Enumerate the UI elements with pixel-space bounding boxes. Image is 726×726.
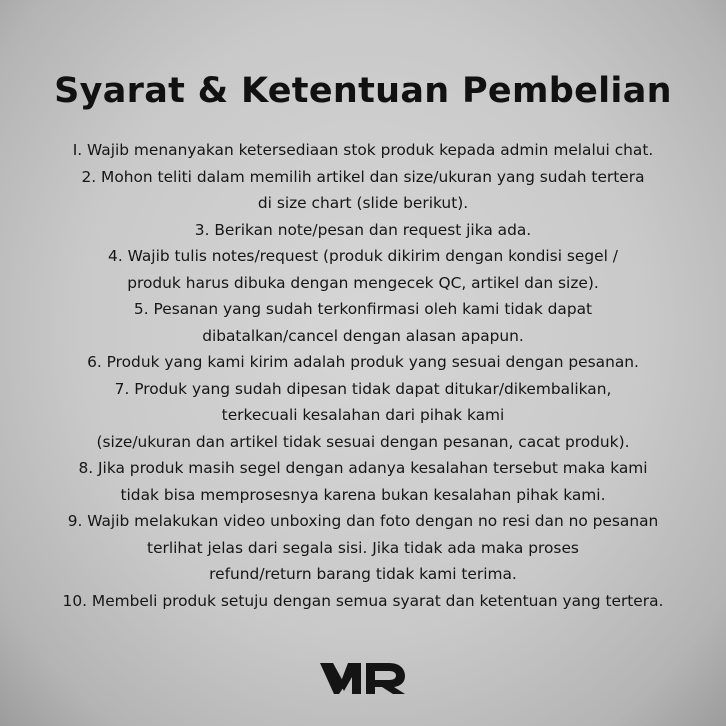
brand-logo-icon (319, 660, 409, 694)
term-line: 10. Membeli produk setuju dengan semua syarat dan ketentuan yang tertera. (62, 591, 664, 610)
term-line: di size chart (slide berikut). (257, 194, 469, 212)
term-line: 3. Berikan note/pesan dan request jika ada. (194, 220, 532, 239)
term-line: terlihat jelas dari segala sisi. Jika tidak ada maka proses (147, 538, 579, 557)
term-line: 7. Produk yang sudah dipesan tidak dapat ditukar/dikembalikan, (114, 379, 612, 398)
term-item (0, 243, 726, 296)
term-item (0, 137, 726, 164)
terms-list (0, 137, 726, 614)
term-item (0, 455, 726, 508)
term-item (0, 588, 726, 615)
term-line: 9. Wajib melakukan video unboxing dan foto dengan no resi dan no pesanan (67, 512, 659, 530)
term-line: tidak bisa memprosesnya karena bukan kesalahan pihak kami. (120, 485, 606, 504)
term-line: 8. Jika produk masih segel dengan adanya kesalahan tersebut maka kami (78, 459, 648, 477)
term-line: 2. Mohon teliti dalam memilih artikel dan size/ukuran yang sudah tertera (81, 167, 645, 186)
term-item (0, 164, 726, 217)
term-line: I. Wajib menanyakan ketersediaan stok produk kepada admin melalui chat. (72, 141, 654, 159)
term-line: (size/ukuran dan artikel tidak sesuai dengan pesanan, cacat produk). (96, 432, 630, 451)
term-item (0, 296, 726, 349)
term-line: 6. Produk yang kami kirim adalah produk yang sesuai dengan pesanan. (87, 353, 639, 371)
term-item (0, 349, 726, 376)
term-item (0, 217, 726, 244)
term-line: refund/return barang tidak kami terima. (209, 565, 517, 583)
term-line: 5. Pesanan yang sudah terkonfirmasi oleh kami tidak dapat (133, 300, 593, 318)
page-title: Syarat & Ketentuan Pembelian (54, 71, 672, 111)
term-item (0, 508, 726, 588)
term-item (0, 376, 726, 456)
term-line: 4. Wajib tulis notes/request (produk dikirim dengan kondisi segel / (108, 247, 618, 265)
term-line: dibatalkan/cancel dengan alasan apapun. (202, 326, 524, 345)
term-line: terkecuali kesalahan dari pihak kami (221, 406, 505, 424)
term-line: produk harus dibuka dengan mengecek QC, artikel dan size). (127, 273, 599, 292)
